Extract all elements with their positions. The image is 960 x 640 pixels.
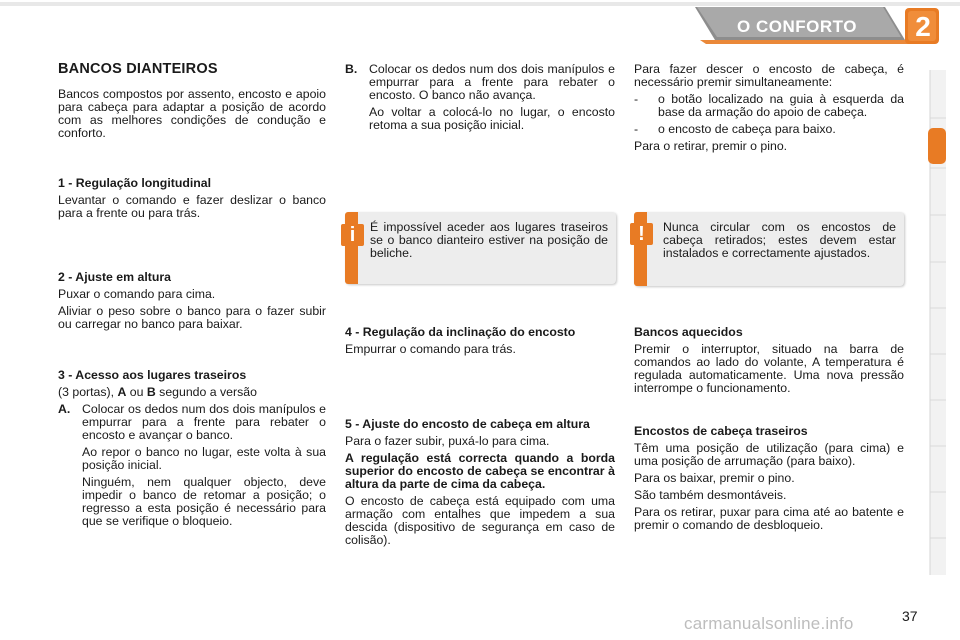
version-a-label: A (117, 385, 127, 399)
headrest-bold-text: A regulação está correcta quando a borda superior do encosto de cabeça se encontrar à altura da parte de cima da cabeça. (345, 451, 615, 491)
column-middle-top (345, 63, 615, 132)
subheading-heated-seats: Bancos aquecidos (634, 325, 743, 339)
versions-mid: ou (126, 385, 147, 399)
lower-headrest-intro: Para fazer descer o encosto de cabeça, é necessário premir simultaneamente: (634, 62, 904, 89)
bullet-2 (634, 123, 904, 136)
recline-text: Empurrar o comando para trás. (345, 342, 516, 356)
item-a (58, 403, 326, 528)
item-b-text-1: Colocar os dedos num dos dois manípulos e empurrar para a frente para rebater o encosto. O banco não avança. (369, 62, 615, 102)
versions-post: segundo a versão (155, 385, 257, 399)
column-right-top (634, 63, 904, 153)
subheading-rear-access: 3 - Acesso aos lugares traseiros (58, 368, 247, 382)
bullet-1 (634, 93, 904, 119)
page-number: 37 (902, 608, 918, 624)
info-notice-bar (345, 212, 358, 284)
info-notice (345, 212, 616, 284)
height-text-2: Aliviar o peso sobre o banco para o fazer subir ou carregar no banco para baixar. (58, 304, 326, 331)
info-icon: i (341, 224, 364, 246)
headrest-text-2: O encosto de cabeça está equipado com uma armação com entalhes que impedem a sua descida (dispositivo de segurança em caso de colisão). (345, 494, 615, 547)
intro-text: Bancos compostos por assento, encosto e apoio para cabeça para adaptar a posição de acordo com as melhores condições de condução e conforto. (58, 87, 326, 140)
height-text-1: Puxar o comando para cima. (58, 287, 216, 301)
subheading-rear-headrests: Encostos de cabeça traseiros (634, 424, 808, 438)
subheading-longitudinal: 1 - Regulação longitudinal (58, 176, 212, 190)
section-heading: BANCOS DIANTEIROS (58, 61, 218, 77)
heated-seats-text: Premir o interruptor, situado na barra de comandos ao lado do volante, A temperatura é regulada automaticamente. Uma nova pressão interrompe o funcionamento. (634, 342, 904, 395)
subheading-height: 2 - Ajuste em altura (58, 270, 171, 284)
chapter-title: O CONFORTO (737, 17, 857, 36)
item-a-text-1: Colocar os dedos num dos dois manípulos e empurrar para a frente para rebater o encosto e avançar o banco. (82, 402, 326, 442)
remove-headrest-text: Para o retirar, premir o pino. (634, 139, 788, 153)
rear-headrests-text-4: Para os retirar, puxar para cima até ao batente e premir o comando de desbloqueio. (634, 505, 904, 532)
bullet-1-dash: - (634, 92, 639, 106)
rear-access-versions (58, 386, 326, 399)
versions-pre: (3 portas), (58, 385, 118, 399)
headrest-text-1: Para o fazer subir, puxá-lo para cima. (345, 434, 550, 448)
item-a-text-2: Ao repor o banco no lugar, este volta à sua posição inicial. (82, 445, 326, 472)
column-middle-bottom (345, 326, 615, 547)
rear-headrests-text-1: Têm uma posição de utilização (para cima) e uma posição de arrumação (para baixo). (634, 441, 904, 468)
item-b-text-2: Ao voltar a colocá-lo no lugar, o encosto retoma a sua posição inicial. (369, 105, 615, 132)
column-left (58, 63, 326, 528)
bullet-2-text: o encosto de cabeça para baixo. (658, 122, 836, 136)
info-notice-text: É impossível aceder aos lugares traseiros se o banco dianteiro estiver na posição de beliche. (370, 220, 608, 260)
item-a-text-3: Ninguém, nem qualquer objecto, deve impedir o banco de retomar a posição; o regresso a esta posição é necessário para que se verifique o bloqueio. (82, 475, 326, 528)
warning-notice (634, 212, 904, 286)
bullet-1-text: o botão localizado na guia à esquerda da base da armação do apoio de cabeça. (658, 92, 904, 119)
version-b-label: B (146, 385, 156, 399)
rear-headrests-text-2: Para os baixar, premir o pino. (634, 471, 795, 485)
chapter-number: 2 (915, 11, 931, 42)
rear-headrests-text-3: São também desmontáveis. (634, 488, 787, 502)
item-a-label: A. (58, 402, 71, 416)
bullet-2-dash: - (634, 122, 639, 136)
item-b (345, 63, 615, 132)
chapter-tab-rail (928, 70, 946, 575)
longitudinal-text: Levantar o comando e fazer deslizar o banco para a frente ou para trás. (58, 193, 326, 220)
watermark: carmanualsonline.info (684, 614, 854, 633)
warning-icon: ! (630, 223, 653, 245)
subheading-recline: 4 - Regulação da inclinação do encosto (345, 325, 576, 339)
item-b-label: B. (345, 62, 358, 76)
warning-notice-text: Nunca circular com os encostos de cabeça retirados; estes devem estar instalados e correctamente ajustados. (663, 220, 896, 260)
column-right-bottom (634, 326, 904, 532)
subheading-headrest: 5 - Ajuste do encosto de cabeça em altura (345, 417, 590, 431)
